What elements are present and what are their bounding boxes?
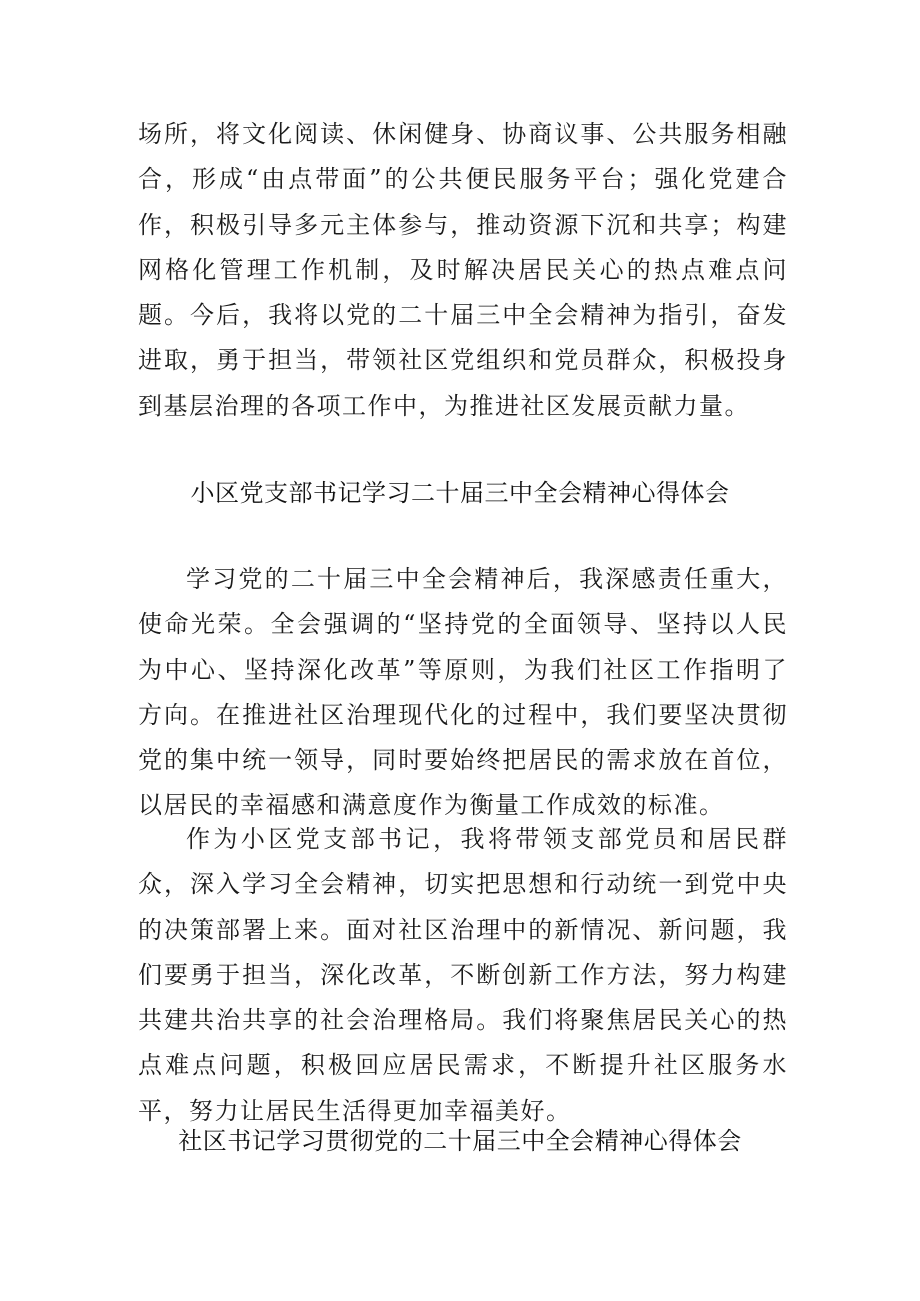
paragraph-2: 学习党的二十届三中全会精神后，我深感责任重大，使命光荣。全会强调的“坚持党的全面领导、坚持以人民为中心、坚持深化改革”等原则，为我们社区工作指明了方向。在推进社区治理现代化的过程中，我们要坚决贯彻党的集中统一领导，同时要始终把居民的需求放在首位，以居民的幸福感和满意度作为衡量工作成效的标准。	[138, 565, 788, 820]
paragraph-continuation: 场所，将文化阅读、休闲健身、协商议事、公共服务相融合，形成“由点带面”的公共便民服务平台；强化党建合作，积极引导多元主体参与，推动资源下沉和共享；构建网格化管理工作机制，及时解决居民关心的热点难点问题。今后，我将以党的二十届三中全会精神为指引，奋发进取，勇于担当，带领社区党组织和党员群众，积极投身到基层治理的各项工作中，为推进社区发展贡献力量。	[138, 120, 788, 420]
section-heading-2: 社区书记学习贯彻党的二十届三中全会精神心得体会	[178, 1127, 742, 1155]
paragraph-3: 作为小区党支部书记，我将带领支部党员和居民群众，深入学习全会精神，切实把思想和行动统一到党中央的决策部署上来。面对社区治理中的新情况、新问题，我们要勇于担当，深化改革，不断创新工作方法，努力构建共建共治共享的社会治理格局。我们将聚焦居民关心的热点难点问题，积极回应居民需求，不断提升社区服务水平，努力让居民生活得更加幸福美好。	[138, 825, 788, 1125]
section-heading-1: 小区党支部书记学习二十届三中全会精神心得体会	[190, 479, 730, 507]
